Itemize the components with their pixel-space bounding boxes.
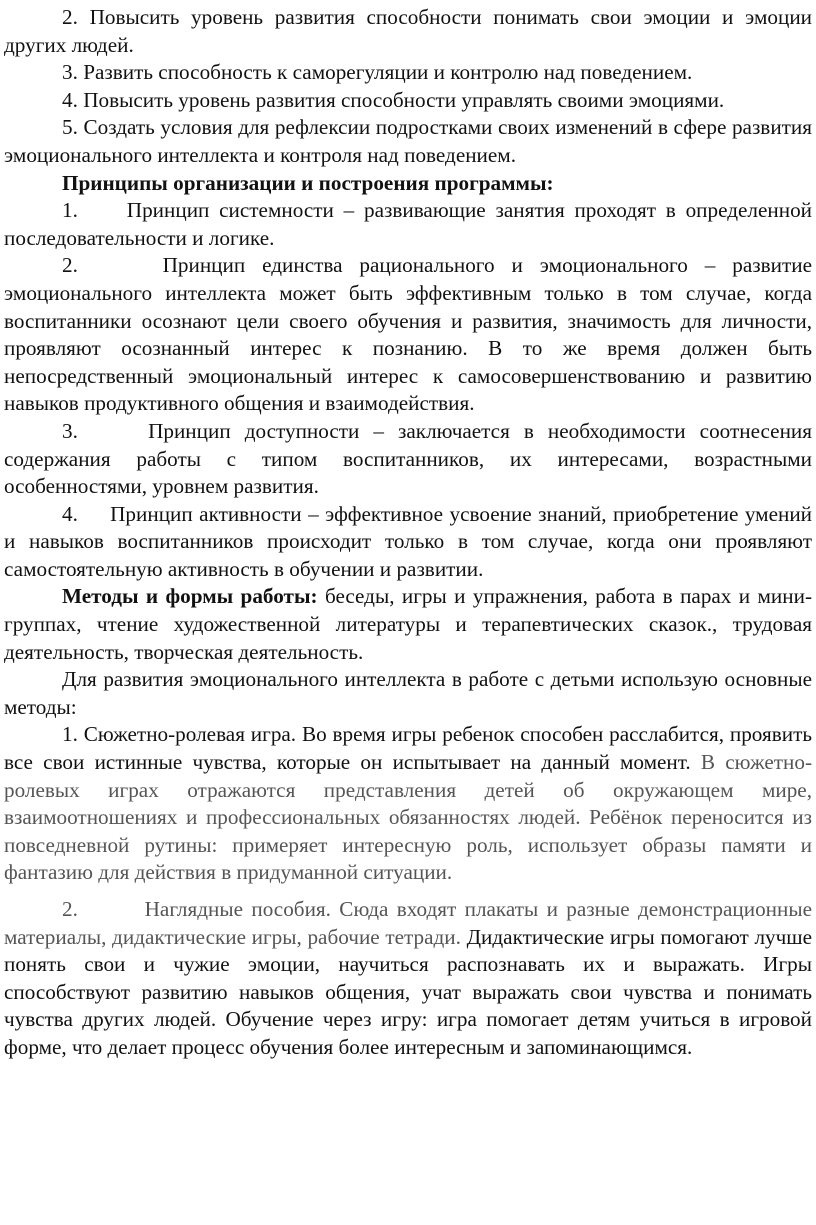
goal-3-paragraph: 3. Развить способность к саморегуляции и контролю над поведением. bbox=[62, 60, 693, 85]
principles-heading: Принципы организации и построения программы: bbox=[62, 170, 554, 195]
method-2-lead: 2. Наглядные пособия. Сюда входят плакаты и разные демонстрационные материалы, дидактические игры, рабочие тетради. bbox=[4, 897, 812, 949]
methods-heading: Методы и формы работы: bbox=[62, 584, 318, 609]
goal-5-paragraph: 5. Создать условия для рефлексии подростками своих изменений в сфере развития эмоционального интеллекта и контроля над поведением. bbox=[4, 115, 812, 167]
goal-2-paragraph: 2. Повысить уровень развития способности понимать свои эмоции и эмоции других людей. bbox=[4, 5, 812, 57]
principle-2-paragraph: 2. Принцип единства рационального и эмоционального – развитие эмоционального интеллекта может быть эффективным только в том случае, когда воспитанники осознают цели своего обучения и развития, значимость для личности, проявляют осознанный интерес к познанию. В то же время должен быть непосредственный эмоциональный интерес к самосовершенствованию и развитию навыков продуктивного общения и взаимодействия. bbox=[4, 253, 812, 416]
method-2-paragraph bbox=[4, 896, 812, 1062]
methods-paragraph bbox=[4, 583, 812, 666]
methods-text: беседы, игры и упражнения, работа в парах и мини-группах, чтение художественной литературы и терапевтических сказок., трудовая деятельность, творческая деятельность. bbox=[4, 584, 812, 664]
method-1-paragraph bbox=[4, 721, 812, 887]
method-2-detail: Дидактические игры помогают лучше понять свои и чужие эмоции, научиться распознавать их и выражать. Игры способствуют развитию навыков общения, учат выражать свои чувства и понимать чувства других людей. Обучение через игру: игра помогает детям учиться в игровой форме, что делает процесс обучения более интересным и запоминающимся. bbox=[4, 924, 812, 1059]
principle-3-paragraph: 3. Принцип доступности – заключается в необходимости соотнесения содержания работы с типом воспитанников, их интересами, возрастными особенностями, уровнем развития. bbox=[4, 418, 812, 499]
method-1-detail: В сюжетно-ролевых играх отражаются представления детей об окружающем мире, взаимоотношениях и профессиональных обязанностях людей. Ребёнок переносится из повседневной рутины: примеряет интересную роль, использует образы памяти и фантазию для действия в придуманной ситуации. bbox=[4, 750, 812, 885]
principle-1-paragraph: 1. Принцип системности – развивающие занятия проходят в определенной последовательности и логике. bbox=[4, 198, 812, 250]
principle-4-paragraph: 4. Принцип активности – эффективное усвоение знаний, приобретение умений и навыков воспитанников происходит только в том случае, когда они проявляют самостоятельную активность в обучении и развитии. bbox=[4, 501, 812, 581]
goal-4-paragraph: 4. Повысить уровень развития способности управлять своими эмоциями. bbox=[62, 87, 725, 112]
method-1-lead: 1. Сюжетно-ролевая игра. Во время игры ребенок способен расслабится, проявить все свои истинные чувства, которые он испытывает на данный момент. bbox=[4, 722, 812, 775]
basic-methods-paragraph: Для развития эмоционального интеллекта в работе с детьми использую основные методы: bbox=[4, 667, 812, 719]
